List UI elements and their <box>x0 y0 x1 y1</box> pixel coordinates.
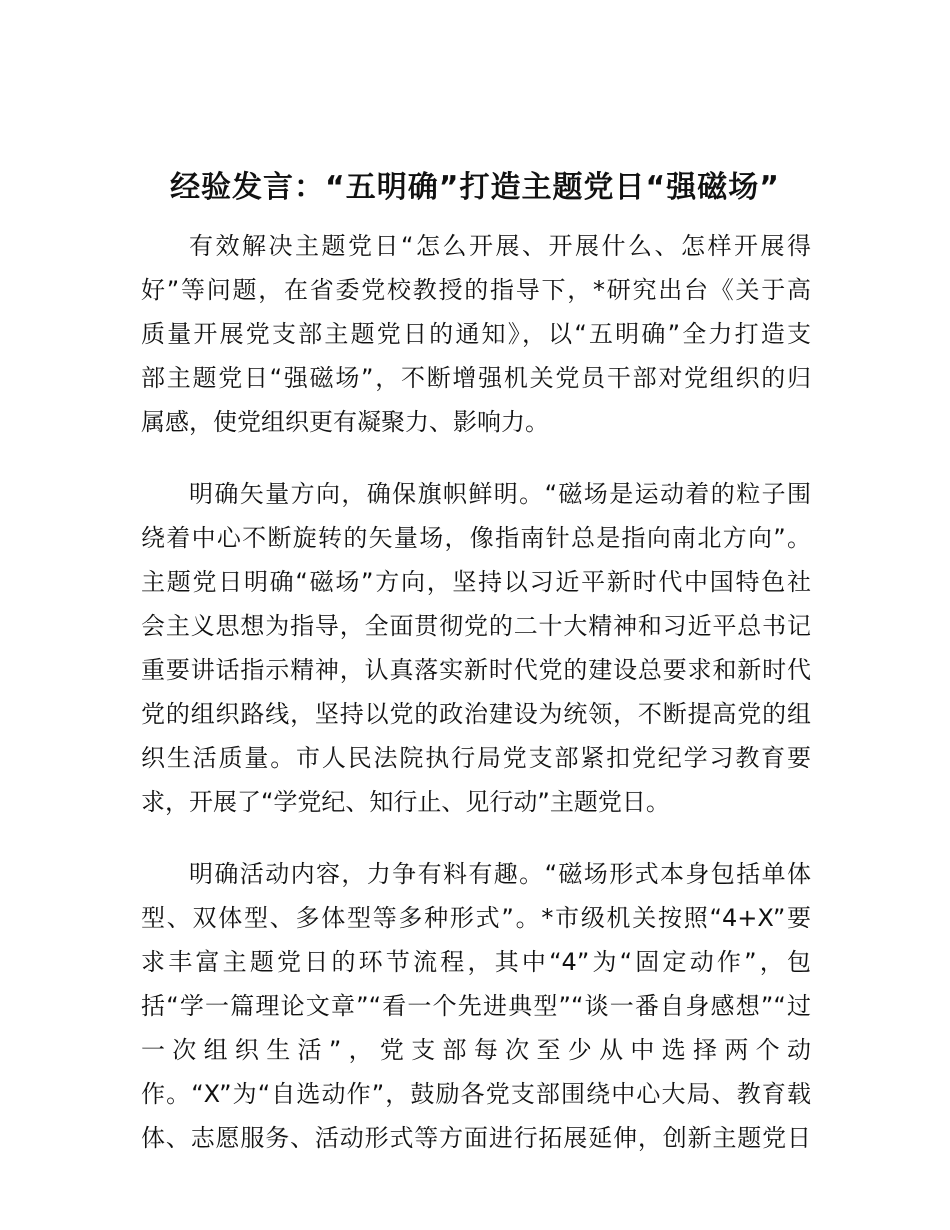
text-line: 型、双体型、多体型等多种形式”。*市级机关按照“4+X”要 <box>141 904 811 932</box>
text-line: 括“学一篇理论文章”“看一个先进典型”“谈一番自身感想”“过 <box>141 992 811 1020</box>
text-line: 明确活动内容，力争有料有趣。“磁场形式本身包括单体 <box>189 860 811 888</box>
text-line: 作。“X”为“自选动作”，鼓励各党支部围绕中心大局、教育载 <box>141 1080 811 1108</box>
text-line: 属感，使党组织更有凝聚力、影响力。 <box>141 408 549 436</box>
text-line: 质量开展党支部主题党日的通知》，以“五明确”全力打造支 <box>141 320 811 348</box>
text-line: 主题党日明确“磁场”方向，坚持以习近平新时代中国特色社 <box>141 568 811 596</box>
paragraph-direction <box>141 472 811 824</box>
paragraph-gap <box>141 824 811 852</box>
text-line: 求丰富主题党日的环节流程，其中“4”为“固定动作”，包 <box>141 948 811 976</box>
text-line: 体、志愿服务、活动形式等方面进行拓展延伸，创新主题党日 <box>141 1124 811 1152</box>
document-body <box>141 224 811 1160</box>
text-line: 部主题党日“强磁场”，不断增强机关党员干部对党组织的归 <box>141 364 811 392</box>
text-line: 织生活质量。市人民法院执行局党支部紧扣党纪学习教育要 <box>141 744 811 772</box>
text-line: 求，开展了“学党纪、知行止、见行动”主题党日。 <box>141 788 670 816</box>
text-line: 会主义思想为指导，全面贯彻党的二十大精神和习近平总书记 <box>141 612 811 640</box>
text-line: 明确矢量方向，确保旗帜鲜明。“磁场是运动着的粒子围 <box>189 480 811 508</box>
paragraph-intro <box>141 224 811 444</box>
paragraph-content <box>141 852 811 1160</box>
text-line: 一次组织生活”，党支部每次至少从中选择两个动 <box>141 1036 811 1064</box>
document-title: 经验发言：“五明确”打造主题党日“强磁场” <box>170 170 780 205</box>
text-line: 绕着中心不断旋转的矢量场，像指南针总是指向南北方向”。 <box>141 524 811 552</box>
text-line: 党的组织路线，坚持以党的政治建设为统领，不断提高党的组 <box>141 700 811 728</box>
text-line: 好”等问题，在省委党校教授的指导下，*研究出台《关于高 <box>141 276 811 304</box>
paragraph-gap <box>141 444 811 472</box>
text-line: 重要讲话指示精神，认真落实新时代党的建设总要求和新时代 <box>141 656 811 684</box>
text-line: 有效解决主题党日“怎么开展、开展什么、怎样开展得 <box>189 232 811 260</box>
